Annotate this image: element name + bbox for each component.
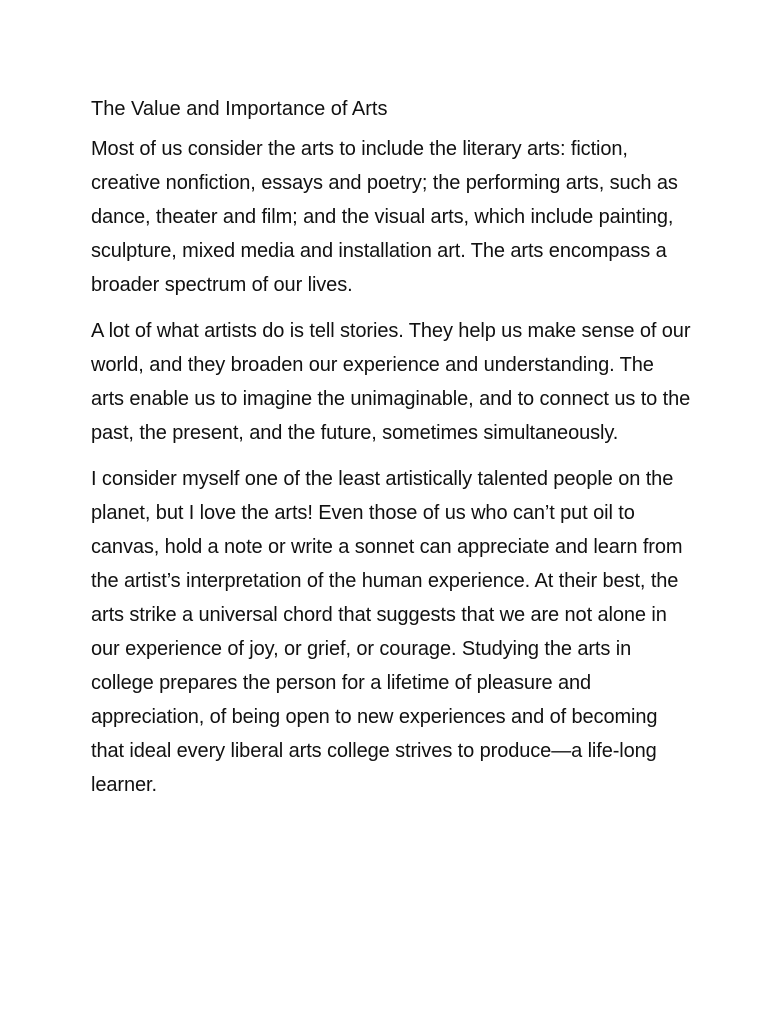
document-title: The Value and Importance of Arts bbox=[91, 98, 388, 120]
paragraph-1: Most of us consider the arts to include the literary arts: fiction, creative nonfiction, essays and poetry; the performing arts, such as dance, theater and film; and the visual arts, which include painting, sculpture, mixed media and installation art. The arts encompass a broader spectrum of our lives. bbox=[91, 138, 678, 296]
document-page bbox=[91, 92, 691, 814]
paragraph-2: A lot of what artists do is tell stories. They help us make sense of our world, and they broaden our experience and understanding. The arts enable us to imagine the unimaginable, and to connect us to the past, the present, and the future, sometimes simultaneously. bbox=[91, 320, 691, 444]
paragraph-3: I consider myself one of the least artistically talented people on the planet, but I love the arts! Even those of us who can’t put oil to canvas, hold a note or write a sonnet can appreciate and learn from the artist’s interpretation of the human experience. At their best, the arts strike a universal chord that suggests that we are not alone in our experience of joy, or grief, or courage. Studying the arts in college prepares the person for a lifetime of pleasure and appreciation, of being open to new experiences and of becoming that ideal every liberal arts college strives to produce—a life-long learner. bbox=[91, 468, 683, 796]
